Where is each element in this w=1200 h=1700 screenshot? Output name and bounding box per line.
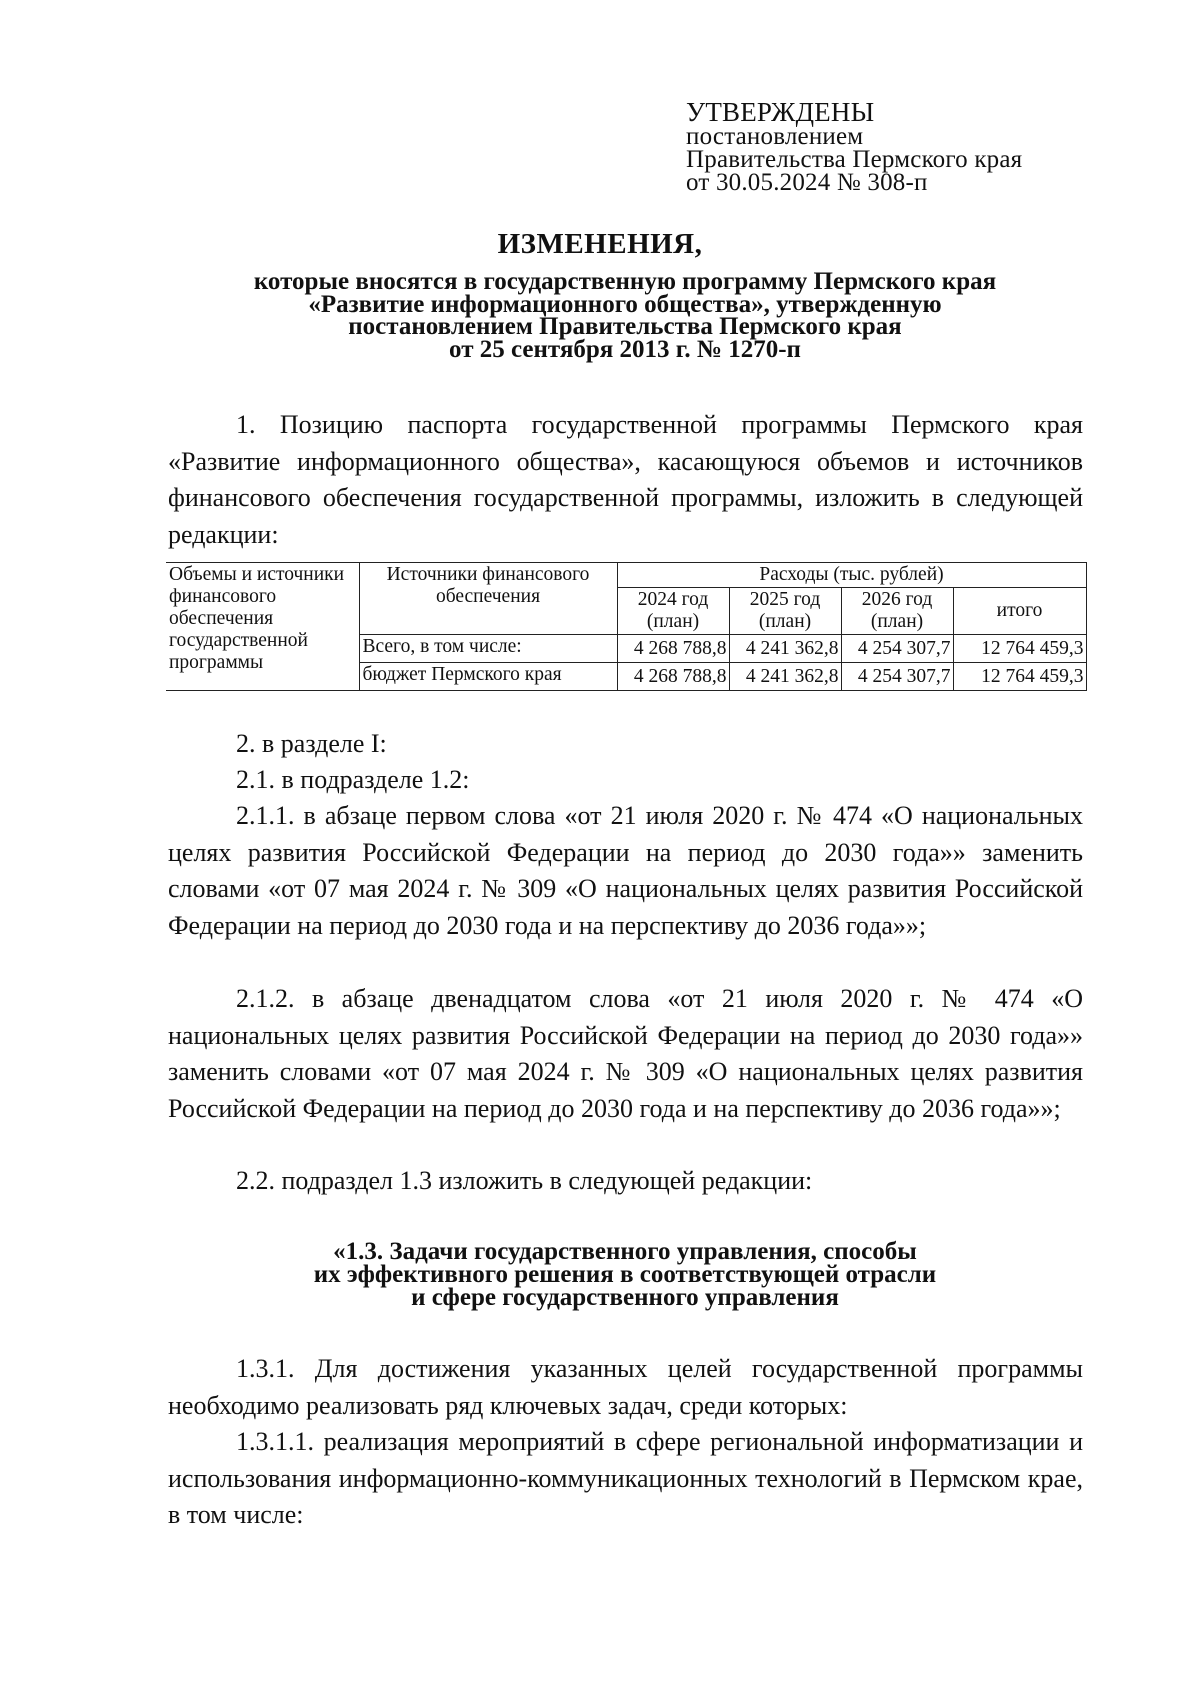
approval-line: постановлением	[686, 123, 864, 150]
table-header-total: итого	[953, 588, 1086, 635]
document-title: ИЗМЕНЕНИЯ,	[497, 228, 703, 260]
table-cell: 4 254 307,7	[841, 635, 953, 663]
subtitle-line: которые вносятся в государственную программу Пермского края	[253, 268, 997, 295]
table-header-year: 2025 год (план)	[729, 588, 841, 635]
subtitle-line: «Развитие информационного общества», утвержденную	[308, 290, 942, 318]
table-cell: 12 764 459,3	[953, 663, 1086, 691]
table-cell: 4 241 362,8	[729, 663, 841, 691]
section-heading	[170, 1240, 1080, 1309]
table-cell: 4 268 788,8	[617, 663, 729, 691]
approval-title: УТВЕРЖДЕНЫ	[686, 97, 875, 127]
table-header-expenses: Расходы (тыс. рублей)	[617, 563, 1086, 588]
document-subtitle	[170, 268, 1080, 363]
approval-line: Правительства Пермского края	[686, 146, 1023, 173]
subtitle-line: от 25 сентября 2013 г. № 1270-п	[449, 335, 801, 363]
financing-table	[166, 562, 1087, 691]
table-cell-volumes: Объемы и источники финансового обеспечения государственной программы	[166, 563, 359, 691]
table-cell: 4 268 788,8	[617, 635, 729, 663]
section-heading-line: «1.3. Задачи государственного управления, способы	[333, 1238, 917, 1265]
table-row-label: Всего, в том числе:	[359, 635, 617, 663]
paragraph-item-1-3-1: 1.3.1. Для достижения указанных целей государственной программы необходимо реализовать ряд ключевых задач, среди которых:	[168, 1354, 1083, 1420]
table-header-sources: Источники финансового обеспечения	[359, 563, 617, 635]
subtitle-line: постановлением Правительства Пермского края	[348, 313, 902, 340]
table-cell: 12 764 459,3	[953, 635, 1086, 663]
table-header-year: 2026 год (план)	[841, 588, 953, 635]
approval-stamp	[686, 97, 1106, 196]
paragraph-item-1-3-1-1: 1.3.1.1. реализация мероприятий в сфере региональной информатизации и использования информационно-коммуникационных технологий в Пермском крае, в том числе:	[168, 1427, 1083, 1529]
section-heading-line: их эффективного решения в соответствующей отрасли	[313, 1261, 937, 1288]
paragraph-item-2-2: 2.2. подраздел 1.3 изложить в следующей редакции:	[236, 1166, 813, 1195]
paragraph-item-2: 2. в разделе I:	[236, 729, 387, 758]
table-row-label: бюджет Пермского края	[359, 663, 617, 691]
paragraph-item-2-1-2: 2.1.2. в абзаце двенадцатом слова «от 21 июля 2020 г. № 474 «О национальных целях развития Российской Федерации на период до 2030 года»» заменить словами «от 07 мая 2024 г. № 309 «О национальных целях развития Российской Федерации на период до 2030 года и на перспективу до 2036 года»»;	[168, 984, 1083, 1123]
approval-line: от 30.05.2024 № 308-п	[686, 169, 928, 196]
table-header-year: 2024 год (план)	[617, 588, 729, 635]
section-heading-line: и сфере государственного управления	[411, 1284, 839, 1311]
paragraph-item-1: 1. Позицию паспорта государственной программы Пермского края «Развитие информационного общества», касающуюся объемов и источников финансового обеспечения государственной программы, изложить в следующей редакции:	[168, 410, 1083, 549]
table-cell: 4 254 307,7	[841, 663, 953, 691]
paragraph-item-2-1: 2.1. в подразделе 1.2:	[236, 765, 470, 794]
paragraph-item-2-1-1: 2.1.1. в абзаце первом слова «от 21 июля 2020 г. № 474 «О национальных целях развития Российской Федерации на период до 2030 года»» заменить словами «от 07 мая 2024 г. № 309 «О национальных целях развития Российской Федерации на период до 2030 года и на перспективу до 2036 года»»;	[168, 801, 1083, 940]
table-cell: 4 241 362,8	[729, 635, 841, 663]
